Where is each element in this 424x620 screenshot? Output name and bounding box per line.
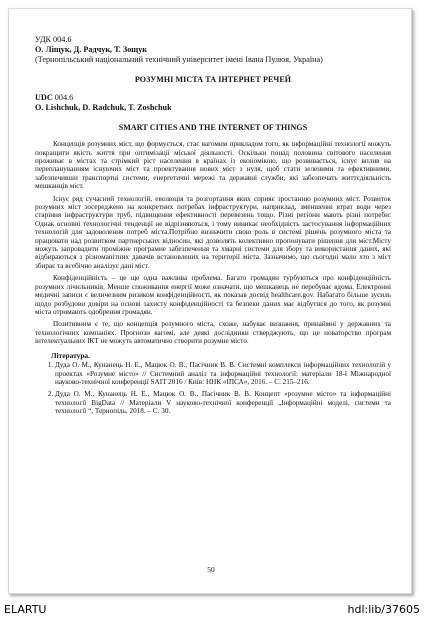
authors-ua: О. Ліщук, Д. Радчук, Т. Зощук: [35, 45, 148, 54]
title-ua: РОЗУМНІ МІСТА ТА ІНТЕРНЕТ РЕЧЕЙ: [134, 75, 292, 84]
page-content: [35, 35, 391, 420]
authors-en: O. Lishchuk, D. Radchuk, T. Zoshchuk: [35, 102, 172, 112]
udc-ua: УДК 004.6: [35, 35, 72, 44]
paragraph: Позитивним є те, що концепція розумного міста, схоже, набуває визнання, принаймні у державних та технологічних компаніях. Прогнози вагомі, але деякі дослідники стверджують, що це новаторство програм інтелектуальних ІКТ не можуть автоматично створити розумне місто.: [35, 320, 391, 346]
paragraph: Концепція розумних міст, що формується, стає вагомим прикладом того, як інформаційні технології можуть покращити якість життя при оптимізації міської діяльності. Оскільки понад половина світового населення проживає в містах та стрімкий ріст населення в країнах із економікою, що розвивається, існує вплив на переплануванням існуючих міст та проектування нових міст з нуля, щоб стати зеленими та ефективними, забезпечивши транспортні системи, енергетичні мережі та державні служби, які забезпечать життєдіяльність мешканців міст.: [35, 140, 391, 191]
udc-en: [35, 93, 391, 103]
literature-heading: Література.: [51, 350, 90, 360]
paragraph: Існує ряд сучасний технологій, еволюція та розгортання яких сприяє зростанню розумних міст. Розвиток розумних міст зосереджено на конкретних потребах інфраструктури, наприклад, зменшенні втрат води через старіння інфраструктури труб, підвищення ефективності перевезень тощо. Різні регіони мають різні потреби: Однак основні технологічні тенденції не відрізняються, і тому виникає необхідність застосування інформаційних технологій для задоволення потреб міста.Потрібно визначити свою роль в системі рішень розумного міста та працювати над розвитком партнерських відносин, які дозволять колективно пропонувати рішення для міст.Місту можуть запровадити проміжне програмне забезпечення та хмарні системи для збору та використання даних, які відбираються з різноманітних давачів встановлених на території міста. Зазначимо, що сьогодні мало хто з міст збирає та всебічно аналізує дані міст.: [35, 194, 391, 270]
reference-list: [35, 361, 391, 415]
reference-item: 1. Дуда О. М., Кунанець Н. Е., Мацюк О. В., Пасічник В. В. Системні комплекси інформаційних технологій у проектах «Розумне місто» // Системний аналіз та інформаційні технології: матеріали 18-ї Міжнародної науково-технічної конференції SAIT 2016 / Київ: ННК «ІПСА», 2016. – С. 215–216.: [55, 361, 391, 386]
affiliation-ua: (Тернопільський національний технічний університет імені Івана Пулюя, Україна): [35, 55, 323, 64]
udc-en-number: 004.6: [52, 92, 74, 102]
udc-en-label: UDC: [35, 92, 53, 102]
title-en: SMART CITIES AND THE INTERNET OF THINGS: [118, 122, 308, 132]
handle-id: hdl:lib/37605: [347, 603, 420, 616]
repository-footer: [0, 600, 424, 620]
page-number: 50: [207, 565, 215, 574]
paragraph: Конфіденційність – це ще одна важлива проблема. Багато громадян турбуються про конфіденційність розумних лічильників. Менше споживання енергії може означати, що мешканець не перебуває вдома. Електронні медичні записи є величезним ризиком конфіденційності, як показав досвід healthcare.gov. Набагато більше зусиль щодо розбудови довіри на основі захисту конфіденційності та безпеки даних має відбутися до того, як розумні міста отримають одобрення громадян.: [35, 274, 391, 316]
repository-name: ELARTU: [4, 603, 47, 616]
document-page: [8, 8, 412, 594]
reference-item: 2. Дуда О. М., Кунанець Н. Е., Мацюк О. В., Пасічник В. В. Концепт «розумне місто» та інформаційні технології BigData // Матеріали V науково-технічної конференції „Інформаційні моделі, системи та технології “, Тернопіль, 2018. – С. 30.: [55, 390, 391, 415]
